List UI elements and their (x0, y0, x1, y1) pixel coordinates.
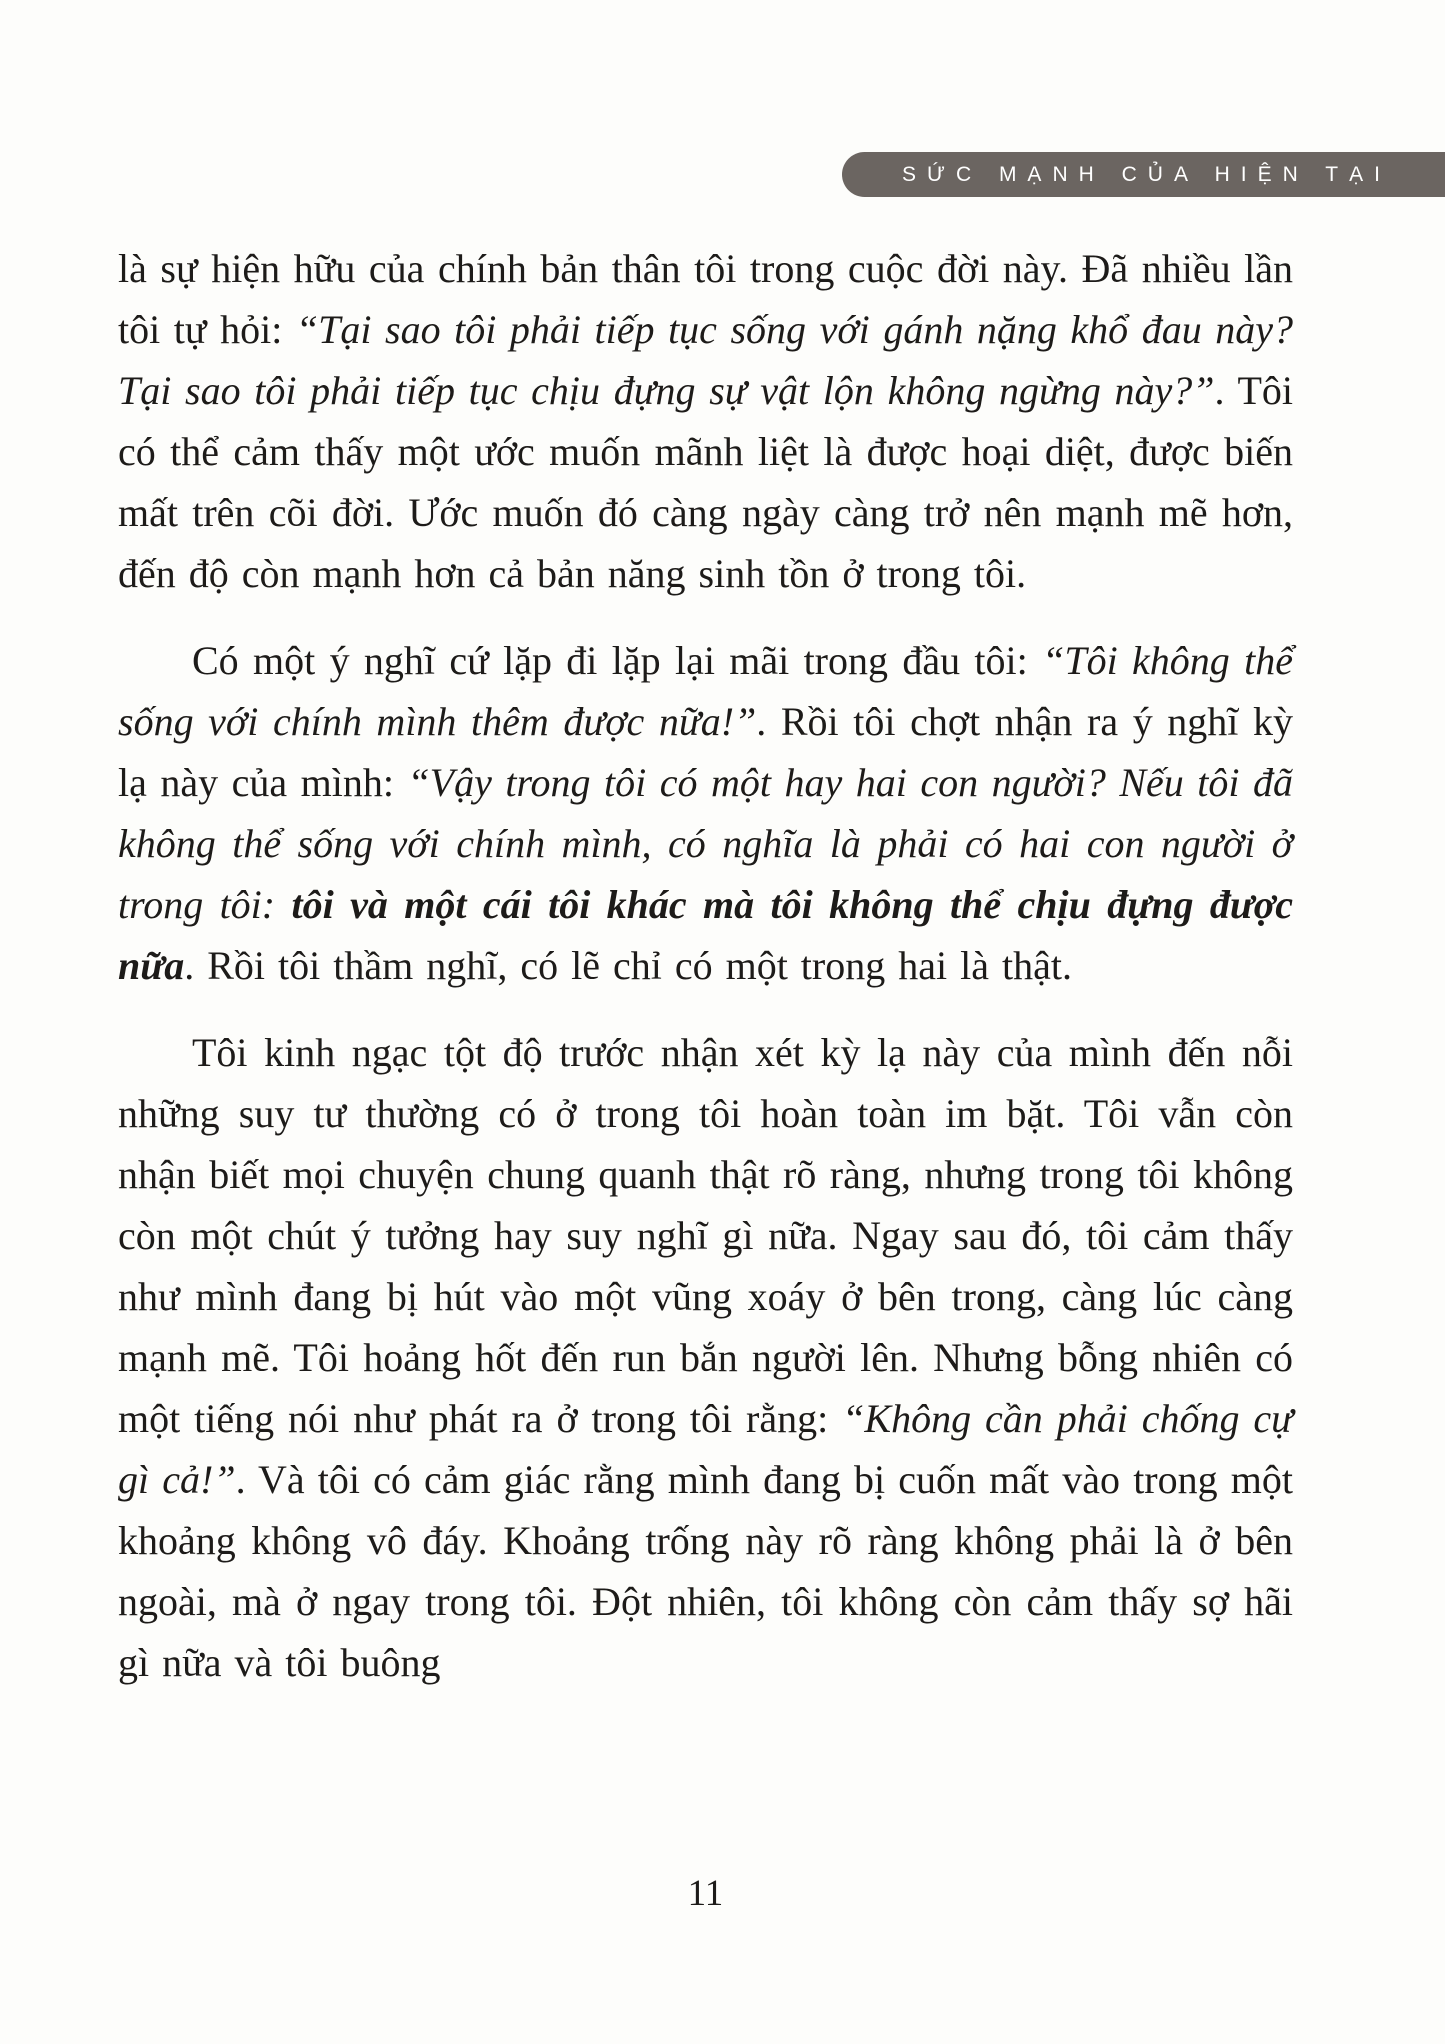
text-segment: tôi và một cái tôi khác mà tôi không thể chịu đựng được nữa (118, 882, 1293, 988)
page-body (118, 238, 1293, 1719)
text-segment: “Tôi không thể sống với chính mình thêm được nữa!” (118, 638, 1293, 744)
text-segment: “Không cần phải chống cự gì cả!” (118, 1396, 1293, 1502)
text-segment: là sự hiện hữu của chính bản thân tôi trong cuộc đời này. Đã nhiều lần tôi tự hỏi: (118, 246, 1293, 352)
paragraph (118, 630, 1293, 996)
text-segment: . Và tôi có cảm giác rằng mình đang bị cuốn mất vào trong một khoảng không vô đáy. Khoảng trống này rõ ràng không phải là ở bên ngoài, mà ở ngay trong tôi. Đột nhiên, tôi không còn cảm thấy sợ hãi gì nữa và tôi buông (118, 1457, 1293, 1685)
page-number: 11 (687, 1873, 724, 1914)
text-segment: . Rồi tôi thầm nghĩ, có lẽ chỉ có một trong hai là thật. (184, 943, 1072, 988)
paragraph (118, 238, 1293, 604)
text-segment: . Rồi tôi chợt nhận ra ý nghĩ kỳ lạ này của mình: (118, 699, 1293, 805)
paragraph (118, 1022, 1293, 1693)
text-segment: “Tại sao tôi phải tiếp tục sống với gánh nặng khổ đau này? Tại sao tôi phải tiếp tục chịu đựng sự vật lộn không ngừng này?” (118, 307, 1293, 413)
text-segment: Có một ý nghĩ cứ lặp đi lặp lại mãi trong đầu tôi: (192, 638, 1043, 683)
text-segment: Tôi kinh ngạc tột độ trước nhận xét kỳ lạ này của mình đến nỗi những suy tư thường có ở trong tôi hoàn toàn im bặt. Tôi vẫn còn nhận biết mọi chuyện chung quanh thật rõ ràng, nhưng trong tôi không còn một chút ý tưởng hay suy nghĩ gì nữa. Ngay sau đó, tôi cảm thấy như mình đang bị hút vào một vũng xoáy ở bên trong, càng lúc càng mạnh mẽ. Tôi hoảng hốt đến run bắn người lên. Nhưng bỗng nhiên có một tiếng nói như phát ra ở trong tôi rằng: (118, 1030, 1293, 1441)
text-segment: . Tôi có thể cảm thấy một ước muốn mãnh liệt là được hoại diệt, được biến mất trên cõi đời. Ước muốn đó càng ngày càng trở nên mạnh mẽ hơn, đến độ còn mạnh hơn cả bản năng sinh tồn ở trong tôi. (118, 368, 1293, 596)
text-segment: “Vậy trong tôi có một hay hai con người? Nếu tôi đã không thể sống với chính mình, có nghĩa là phải có hai con người ở trong tôi: (118, 760, 1294, 927)
header-banner (842, 152, 1445, 197)
book-title: SỨC MẠNH CỦA HIỆN TẠI (902, 162, 1391, 186)
